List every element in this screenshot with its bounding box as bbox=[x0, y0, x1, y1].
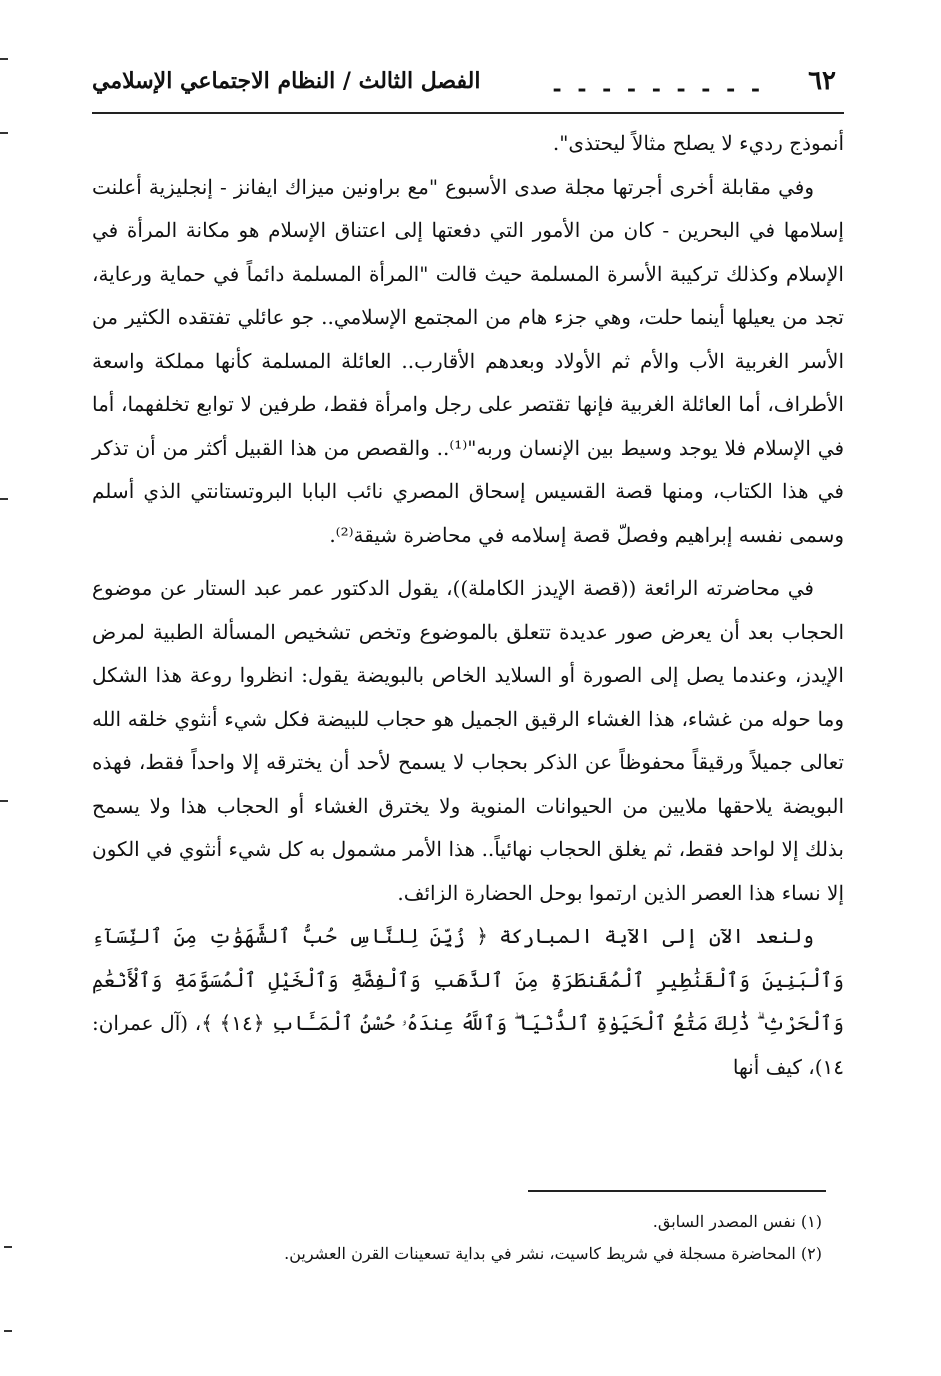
scan-margin-mark bbox=[4, 1330, 12, 1332]
paragraph-2: وفي مقابلة أخرى أجرتها مجلة صدى الأسبوع "مع براونين ميزاك ايفانز - إنجليزية أعلنت إسلامها في البحرين - كان من الأمور التي دفعتها إلى اعتناق الإسلام هو مكانة المرأة في الإسلام وكذلك تركيبة الأسرة المسلمة حيث قالت "المرأة المسلمة دائماً في حماية ورعاية، تجد من يعيلها أينما حلت، وهي جزء هام من المجتمع الإسلامي.. جو عائلي تفتقده الكثير من الأسر الغربية الأب والأم ثم الأولاد وبعدهم الأقارب.. العائلة المسلمة كأنها مملكة واسعة الأطراف، أما العائلة الغربية فإنها تقتصر على رجل وامرأة فقط، طرفين لا توابع تخلفهما، أما في الإسلام فلا يوجد وسيط بين الإنسان وربه"⁽¹⁾.. والقصص من هذا القبيل أكثر من أن تذكر في هذا الكتاب، ومنها قصة القسيس إسحاق المصري نائب البابا البروتستانتي الذي أسلم وسمى نفسه إبراهيم وفصلّ قصة إسلامه في محاضرة شيقة⁽²⁾. bbox=[92, 174, 845, 547]
footnote-1: (١) نفس المصدر السابق. bbox=[652, 1212, 822, 1231]
footnote-2: (٢) المحاضرة مسجلة في شريط كاسيت، نشر في بداية تسعينات القرن العشرين. bbox=[284, 1244, 822, 1263]
paragraph-4-quran-verse: ولنعد الآن إلى الآية المباركة ﴿ زُيِّنَ لِلنَّاسِ حُبُّ ٱلشَّهَوَٰتِ مِنَ ٱلنِّسَآءِ وَٱلْبَنِينَ وَٱلْقَنَٰطِيرِ ٱلْمُقَنطَرَةِ مِنَ ٱلذَّهَبِ وَٱلْفِضَّةِ وَٱلْخَيْلِ ٱلْمُسَوَّمَةِ وَٱلْأَنْعَٰمِ وَٱلْحَرْثِ ۗ ذَٰلِكَ مَتَٰعُ ٱلْحَيَوٰةِ ٱلدُّنْيَا ۖ وَٱللَّهُ عِندَهُۥ حُسْنُ ٱلْمَـَٔابِ ﴿١٤﴾ ﴾، (آل عمران: ١٤)، كيف أنها bbox=[92, 924, 844, 1079]
page-number: ٦٢ bbox=[808, 66, 836, 96]
chapter-title: الفصل الثالث / النظام الاجتماعي الإسلامي bbox=[92, 68, 481, 94]
footnote-separator bbox=[528, 1190, 826, 1192]
header-dash-leader: - - - - - - - - - bbox=[552, 76, 764, 102]
scan-margin-mark bbox=[4, 1246, 12, 1248]
scan-margin-mark bbox=[0, 498, 8, 500]
paragraph-1: أنموذج رديء لا يصلح مثالاً ليحتذى". bbox=[552, 131, 844, 155]
scan-margin-mark bbox=[0, 800, 8, 802]
footnotes bbox=[92, 1206, 822, 1270]
scan-margin-mark bbox=[0, 58, 8, 60]
page-header bbox=[92, 62, 844, 114]
body-text bbox=[92, 122, 844, 1089]
paragraph-3: في محاضرته الرائعة ((قصة الإيدز الكاملة))، يقول الدكتور عمر عبد الستار عن موضوع الحجاب بعد أن يعرض صور عديدة تتعلق بالموضوع وتخص تشخيص المسألة الطبية لمرض الإيدز، وعندما يصل إلى الصورة أو السلايد الخاص بالبويضة يقول: انظروا روعة هذا الشكل وما حوله من غشاء، هذا الغشاء الرقيق الجميل هو حجاب للبيضة فكل شيء أنثوي خلقه الله تعالى جميلاً ورقيقاً محفوظاً عن الذكر بحجاب لا يسمح لأحد أن يخترقه إلا واحداً فقط، فهذه البويضة يلاحقها ملايين من الحيوانات المنوية ولا يخترق الغشاء أو الحجاب هذا ولا يسمح بذلك إلا لواحد فقط، ثم يغلق الحجاب نهائياً.. هذا الأمر مشمول به كل شيء أنثوي في الكون إلا نساء هذا العصر الذين ارتموا بوحل الحضارة الزائف. bbox=[92, 576, 844, 905]
scan-margin-mark bbox=[0, 132, 8, 134]
